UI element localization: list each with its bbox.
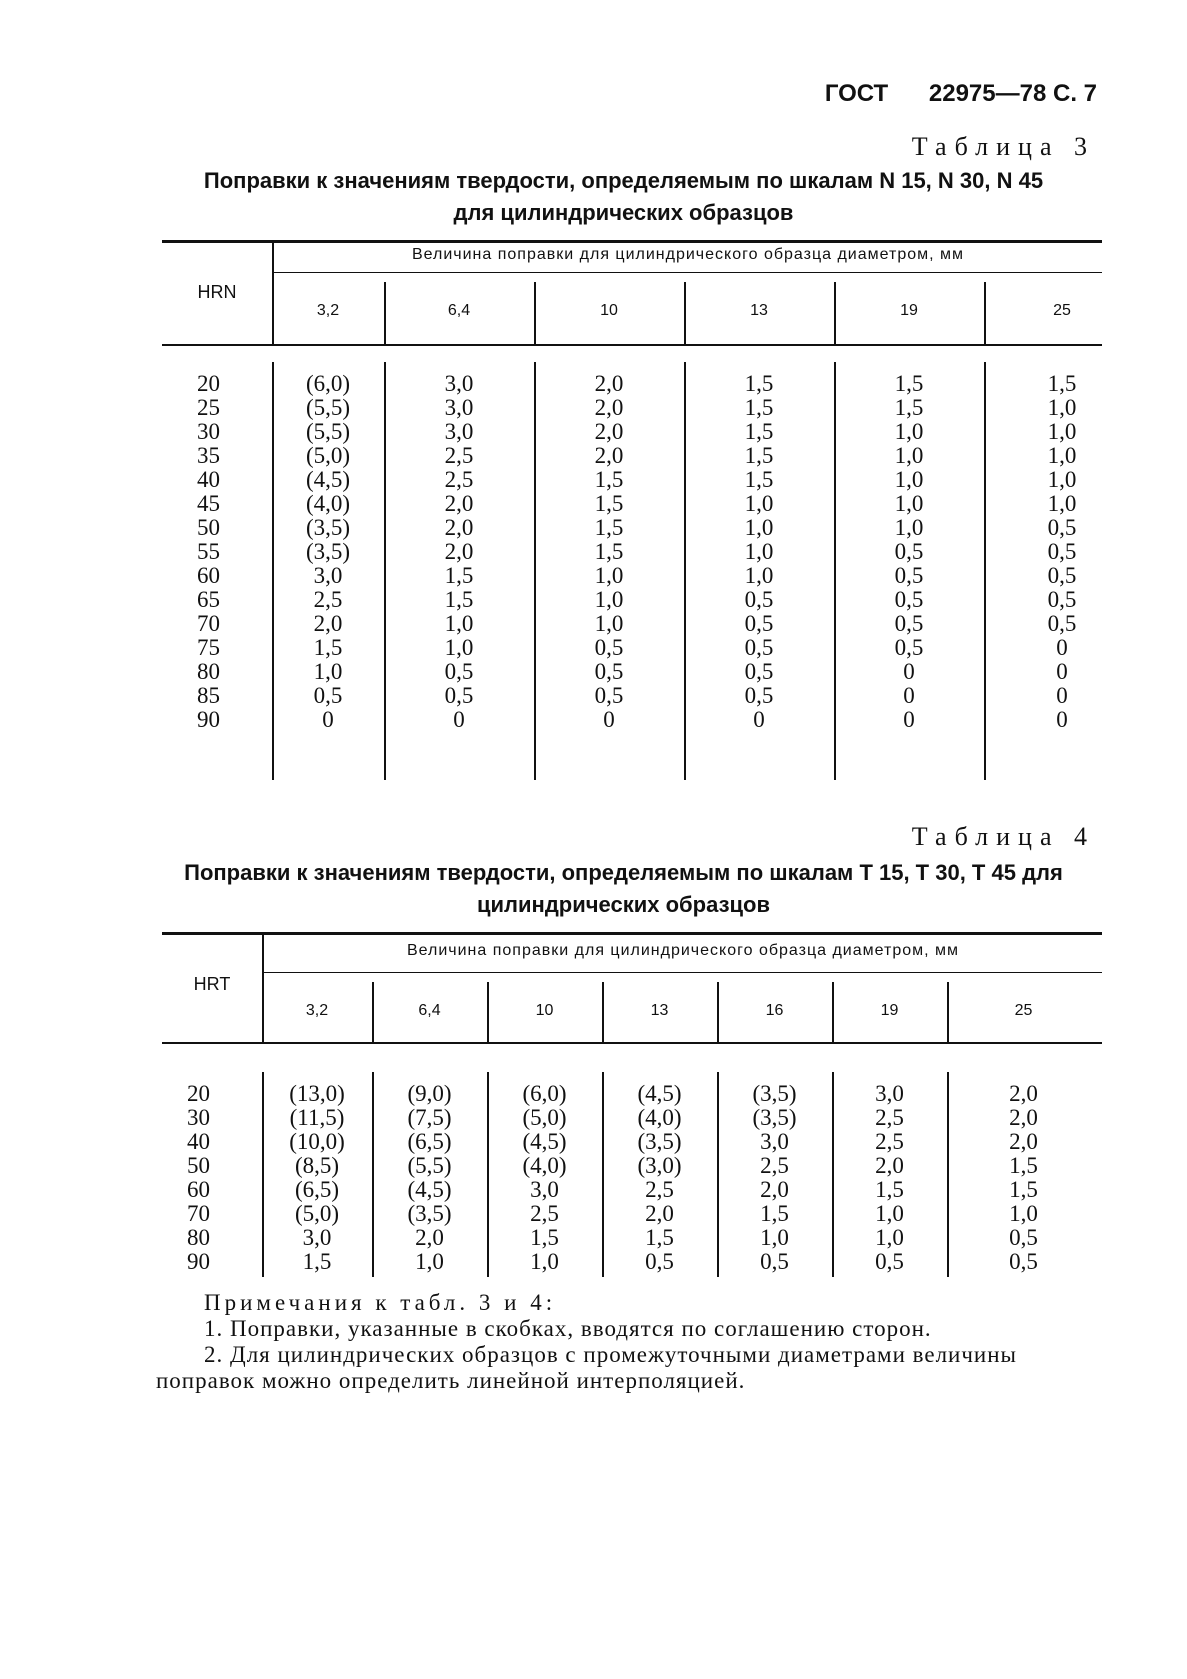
table3-cell: 1,0 xyxy=(744,515,774,540)
table3-col-divider xyxy=(984,282,986,344)
table3-col-header: 25 xyxy=(1053,302,1071,319)
table4-row-hardness: 20 xyxy=(187,1081,210,1106)
table3-title xyxy=(140,165,1107,229)
table3-cell: 0,5 xyxy=(594,683,624,708)
table4-cell: 1,5 xyxy=(1009,1153,1038,1178)
table3-cell: 0 xyxy=(1056,683,1068,708)
table3-cell: 3,0 xyxy=(444,419,474,444)
table-row xyxy=(162,372,1102,396)
table3-cell: 1,5 xyxy=(1047,371,1077,396)
table4-col-divider xyxy=(717,982,719,1042)
table4-cell: (4,5) xyxy=(522,1129,567,1154)
table3-cell: 1,5 xyxy=(744,443,774,468)
table4-cell: 3,0 xyxy=(760,1129,789,1154)
table-row xyxy=(162,636,1102,660)
table3-col-divider xyxy=(384,282,386,344)
table3-cell: 3,0 xyxy=(313,563,343,588)
table4-cell: 1,5 xyxy=(875,1177,904,1202)
table3-row-hardness: 35 xyxy=(197,443,220,468)
table4-row-hardness: 70 xyxy=(187,1201,210,1226)
page-header xyxy=(150,80,1097,110)
table3-col-header: 10 xyxy=(600,302,618,319)
table3-cell: (4,0) xyxy=(305,491,351,516)
table3-row-hardness: 20 xyxy=(197,371,220,396)
table4-cell: (4,0) xyxy=(637,1105,682,1130)
note-2-line1: 2. Для цилиндрических образцов с промежуточными диаметрами величины xyxy=(204,1342,1017,1367)
table4-cell: (5,0) xyxy=(522,1105,567,1130)
table4-cell: 1,0 xyxy=(760,1225,789,1250)
table4-cell: 2,0 xyxy=(760,1177,789,1202)
table4-body-divider xyxy=(487,1072,489,1277)
table4-col-divider xyxy=(487,982,489,1042)
table3-row-hardness: 40 xyxy=(197,467,220,492)
table-row xyxy=(162,660,1102,684)
table3-col-divider xyxy=(534,282,536,344)
table4-cell: (6,0) xyxy=(522,1081,567,1106)
table4-cell: (5,0) xyxy=(294,1201,340,1226)
table3-cell: 0,5 xyxy=(444,683,474,708)
table-row xyxy=(162,708,1102,732)
table3-cell: 0 xyxy=(1056,659,1068,684)
table4-cell: (3,5) xyxy=(752,1105,797,1130)
table4-col-header: 6,4 xyxy=(418,1002,441,1019)
table3-cell: 2,0 xyxy=(444,539,474,564)
table3-cell: 0,5 xyxy=(1047,539,1077,564)
table-row xyxy=(162,1178,1102,1202)
table4-cell: (3,5) xyxy=(407,1201,452,1226)
table4-cell: 2,0 xyxy=(415,1225,444,1250)
table3-cell: 1,0 xyxy=(1047,395,1077,420)
table4-cell: (9,0) xyxy=(407,1081,452,1106)
table4-cell: 2,5 xyxy=(645,1177,674,1202)
table4-col-header: 19 xyxy=(880,1002,899,1019)
table3-span-rule xyxy=(274,272,1102,273)
table3-cell: 0,5 xyxy=(894,587,924,612)
table3-cell: 0,5 xyxy=(744,683,774,708)
table4-cell: 0,5 xyxy=(1009,1225,1038,1250)
table3-cell: 1,0 xyxy=(894,515,924,540)
table3-row-hardness: 25 xyxy=(197,395,220,420)
table3-cell: 1,5 xyxy=(594,491,624,516)
table4-header-rule xyxy=(162,1042,1102,1044)
table3-col-divider xyxy=(684,282,686,344)
table4-cell: (4,5) xyxy=(407,1177,452,1202)
table4-cell: (6,5) xyxy=(294,1177,340,1202)
table4-col-divider xyxy=(832,982,834,1042)
table3-row-hardness: 90 xyxy=(197,707,220,732)
table3-cell: 1,0 xyxy=(894,419,924,444)
table-row xyxy=(162,588,1102,612)
table3-cell: 1,0 xyxy=(594,587,624,612)
table4-cell: 2,0 xyxy=(645,1201,674,1226)
table4-cell: (7,5) xyxy=(407,1105,452,1130)
table-row xyxy=(162,1226,1102,1250)
table-row xyxy=(162,468,1102,492)
table-row xyxy=(162,1202,1102,1226)
table4-row-hardness: 40 xyxy=(187,1129,210,1154)
table3-cell: 1,0 xyxy=(1047,419,1077,444)
table4-row-hardness: 90 xyxy=(187,1249,210,1274)
table4-cell: (4,5) xyxy=(637,1081,682,1106)
table4-col-header: 25 xyxy=(1014,1002,1033,1019)
table4-stub-body-divider xyxy=(262,1072,264,1277)
table3-cell: (5,5) xyxy=(305,395,351,420)
table3-title-line1: Поправки к значениям твердости, определяемым по шкалам N 15, N 30, N 45 xyxy=(203,168,1044,193)
table4-cell: 1,5 xyxy=(760,1201,789,1226)
table3-cell: 1,5 xyxy=(313,635,343,660)
table4-row-hardness: 60 xyxy=(187,1177,210,1202)
table3-row-hardness: 75 xyxy=(197,635,220,660)
table3-cell: (3,5) xyxy=(305,539,351,564)
table3-cell: 1,0 xyxy=(313,659,343,684)
table3-row-hardness: 85 xyxy=(197,683,220,708)
table3-cell: (6,0) xyxy=(305,371,351,396)
table3-cell: 0,5 xyxy=(894,611,924,636)
table3-top-rule xyxy=(162,240,1102,243)
table3-cell: 1,0 xyxy=(594,563,624,588)
table4-cell: 2,0 xyxy=(1009,1081,1038,1106)
table3-cell: 0,5 xyxy=(1047,611,1077,636)
table3-title-line2: для цилиндрических образцов xyxy=(453,200,794,225)
table3-cell: 0,5 xyxy=(1047,563,1077,588)
table3-row-hardness: 30 xyxy=(197,419,220,444)
table4-col-divider xyxy=(372,982,374,1042)
table3-cell: 1,0 xyxy=(744,539,774,564)
table4-cell: 3,0 xyxy=(530,1177,559,1202)
table3-cell: 1,5 xyxy=(744,371,774,396)
table4-cell: 2,5 xyxy=(530,1201,559,1226)
table3-cell: 1,0 xyxy=(744,491,774,516)
table3-cell: (4,5) xyxy=(305,467,351,492)
table3-cell: 2,5 xyxy=(444,467,474,492)
table3-cell: 2,0 xyxy=(594,443,624,468)
table-row xyxy=(162,396,1102,420)
table3-cell: 1,0 xyxy=(894,443,924,468)
table4-cell: 2,0 xyxy=(875,1153,904,1178)
table3-stub-body-divider xyxy=(272,362,274,780)
table3-cell: 0,5 xyxy=(594,659,624,684)
table4-cell: (4,0) xyxy=(522,1153,567,1178)
table3-body-divider xyxy=(684,362,686,780)
table3-cell: 1,0 xyxy=(444,635,474,660)
table3-body-divider xyxy=(834,362,836,780)
table3-body-divider xyxy=(384,362,386,780)
table4-cell: 1,0 xyxy=(1009,1201,1038,1226)
table4-cell: (5,5) xyxy=(407,1153,452,1178)
table4-col-divider xyxy=(947,982,949,1042)
table4-col-header: 3,2 xyxy=(305,1002,329,1019)
table4-cell: (11,5) xyxy=(289,1105,345,1130)
table3-cell: 1,0 xyxy=(894,467,924,492)
table3-cell: 0,5 xyxy=(1047,587,1077,612)
table3-cell: 3,0 xyxy=(444,395,474,420)
table-row xyxy=(162,420,1102,444)
table3-cell: (5,5) xyxy=(305,419,351,444)
table4-col-header: 10 xyxy=(535,1002,554,1019)
table3-label: Таблица 3 xyxy=(911,132,1095,161)
table4-col-header: 16 xyxy=(765,1002,784,1019)
table4-cell: 3,0 xyxy=(302,1225,332,1250)
table3-cell: 2,0 xyxy=(444,515,474,540)
table3-cell: 0,5 xyxy=(744,659,774,684)
table4-cell: (6,5) xyxy=(407,1129,452,1154)
table4-cell: 0,5 xyxy=(760,1249,789,1274)
table3-cell: 1,5 xyxy=(744,395,774,420)
table3-cell: 2,0 xyxy=(444,491,474,516)
table4-col-header: 13 xyxy=(650,1002,669,1019)
table4-cell: 2,0 xyxy=(1009,1129,1038,1154)
table-row xyxy=(162,564,1102,588)
table4-span-header: Величина поправки для цилиндрического образца диаметром, мм xyxy=(406,942,960,959)
table3-cell: 0 xyxy=(903,707,915,732)
table4-span-rule xyxy=(264,972,1102,973)
table3-cell: 1,5 xyxy=(444,587,474,612)
table3-cell: 2,0 xyxy=(313,611,343,636)
table3-cell: 0,5 xyxy=(744,611,774,636)
table4-body-divider xyxy=(372,1072,374,1277)
table4-title xyxy=(140,857,1107,921)
table4-cell: 0,5 xyxy=(1009,1249,1038,1274)
table4-row-hardness: 50 xyxy=(187,1153,210,1178)
table-row xyxy=(162,1082,1102,1106)
table3-cell: 2,0 xyxy=(594,395,624,420)
table3-cell: 1,5 xyxy=(894,371,924,396)
table3-cell: 1,5 xyxy=(444,563,474,588)
table4-stub-header: HRT xyxy=(193,974,231,994)
table-row xyxy=(162,516,1102,540)
table4-body xyxy=(162,1082,1102,1274)
table4-cell: 1,5 xyxy=(1009,1177,1038,1202)
table3-row-hardness: 45 xyxy=(197,491,220,516)
table3-col-header: 3,2 xyxy=(316,302,340,319)
table3-cell: 0,5 xyxy=(1047,515,1077,540)
table3-cell: 0 xyxy=(1056,707,1068,732)
table3-body-divider xyxy=(984,362,986,780)
table-row xyxy=(162,612,1102,636)
table3-cell: 1,0 xyxy=(1047,467,1077,492)
table4-body-divider xyxy=(717,1072,719,1277)
page-number: С. 7 xyxy=(1052,80,1097,107)
table4-cell: 1,0 xyxy=(875,1225,904,1250)
table4-cell: 1,0 xyxy=(875,1201,904,1226)
table4-cell: (3,0) xyxy=(637,1153,682,1178)
table4-cell: (3,5) xyxy=(637,1129,682,1154)
table4-cell: 0,5 xyxy=(645,1249,674,1274)
table3-cell: 2,0 xyxy=(594,419,624,444)
table3-cell: 0 xyxy=(603,707,615,732)
notes-heading: Примечания к табл. 3 и 4: xyxy=(204,1290,557,1315)
table3-cell: 1,0 xyxy=(744,563,774,588)
table4-cell: 3,0 xyxy=(875,1081,904,1106)
table3-cell: (5,0) xyxy=(305,443,351,468)
table3-cell: 0 xyxy=(322,707,334,732)
table4-cell: (13,0) xyxy=(289,1081,345,1106)
table3-cell: 0,5 xyxy=(894,635,924,660)
note-1: 1. Поправки, указанные в скобках, вводятся по соглашению сторон. xyxy=(204,1316,932,1341)
table3-cell: 0 xyxy=(903,683,915,708)
table3-cell: 0 xyxy=(903,659,915,684)
table-row xyxy=(162,684,1102,708)
table4-body-divider xyxy=(947,1072,949,1277)
table3-cell: 1,5 xyxy=(894,395,924,420)
table3-cell: 0 xyxy=(453,707,465,732)
table4-cell: 1,5 xyxy=(302,1249,332,1274)
table3-row-hardness: 55 xyxy=(197,539,220,564)
table4-cell: 1,5 xyxy=(645,1225,674,1250)
table-row xyxy=(162,540,1102,564)
table3-row-hardness: 60 xyxy=(197,563,220,588)
table4-body-divider xyxy=(602,1072,604,1277)
table4-cell: (3,5) xyxy=(752,1081,797,1106)
table3-cell: 3,0 xyxy=(444,371,474,396)
table-row xyxy=(162,1130,1102,1154)
table3-cell: 1,0 xyxy=(444,611,474,636)
table-row xyxy=(162,492,1102,516)
table3-cell: 2,5 xyxy=(313,587,343,612)
table3-cell: 1,5 xyxy=(594,467,624,492)
table3-col-header: 19 xyxy=(900,302,918,319)
table3-row-hardness: 50 xyxy=(197,515,220,540)
table4-body-divider xyxy=(832,1072,834,1277)
table3-body xyxy=(162,372,1102,732)
table3-stub-header: HRN xyxy=(197,282,237,302)
table-row xyxy=(162,1154,1102,1178)
standard-number: 22975—78 xyxy=(928,80,1047,107)
table4-top-rule xyxy=(162,932,1102,935)
table4-cell: 2,0 xyxy=(1009,1105,1038,1130)
table3-col-header: 6,4 xyxy=(447,302,471,319)
table3-cell: 1,0 xyxy=(1047,491,1077,516)
table3-cell: 0,5 xyxy=(744,635,774,660)
table4-cell: 2,5 xyxy=(760,1153,789,1178)
table4-cell: 2,5 xyxy=(875,1129,904,1154)
table3 xyxy=(162,240,1102,780)
notes xyxy=(156,1290,1107,1394)
table3-cell: 0,5 xyxy=(594,635,624,660)
table4-col-divider xyxy=(602,982,604,1042)
table4-cell: 1,0 xyxy=(415,1249,444,1274)
table4-row-hardness: 80 xyxy=(187,1225,210,1250)
table3-cell: 1,0 xyxy=(1047,443,1077,468)
standard-label: ГОСТ xyxy=(824,80,889,107)
table-row xyxy=(162,444,1102,468)
table3-col-header: 13 xyxy=(750,302,768,319)
table4-cell: (8,5) xyxy=(294,1153,340,1178)
table3-cell: 1,0 xyxy=(594,611,624,636)
table3-cell: 0 xyxy=(1056,635,1068,660)
table4-cell: (10,0) xyxy=(289,1129,345,1154)
table3-cell: 0,5 xyxy=(894,539,924,564)
table4-title-line2: цилиндрических образцов xyxy=(477,892,770,917)
table4-title-line1: Поправки к значениям твердости, определяемым по шкалам Т 15, Т 30, Т 45 для xyxy=(184,860,1063,885)
table3-cell: 0,5 xyxy=(744,587,774,612)
table4-cell: 0,5 xyxy=(875,1249,904,1274)
table3-cell: 0,5 xyxy=(313,683,343,708)
note-2-line2: поправок можно определить линейной интерполяцией. xyxy=(156,1368,746,1393)
table3-cell: 1,5 xyxy=(594,539,624,564)
table3-row-hardness: 80 xyxy=(197,659,220,684)
table4-row-hardness: 30 xyxy=(187,1105,210,1130)
table3-cell: 2,0 xyxy=(594,371,624,396)
table3-row-hardness: 65 xyxy=(197,587,220,612)
table3-body-divider xyxy=(534,362,536,780)
table3-cell: 1,5 xyxy=(594,515,624,540)
table-row xyxy=(162,1250,1102,1274)
table3-cell: 0,5 xyxy=(444,659,474,684)
table3-cell: 0,5 xyxy=(894,563,924,588)
table4-cell: 2,5 xyxy=(875,1105,904,1130)
table3-cell: (3,5) xyxy=(305,515,351,540)
table3-row-hardness: 70 xyxy=(197,611,220,636)
table3-span-header: Величина поправки для цилиндрического образца диаметром, мм xyxy=(411,246,965,263)
table4-label: Таблица 4 xyxy=(911,822,1095,851)
table4-cell: 1,5 xyxy=(530,1225,559,1250)
table3-cell: 2,5 xyxy=(444,443,474,468)
table-row xyxy=(162,1106,1102,1130)
table3-col-divider xyxy=(834,282,836,344)
table3-header-rule xyxy=(162,344,1102,346)
table4 xyxy=(162,932,1102,1277)
table3-cell: 1,5 xyxy=(744,467,774,492)
table3-cell: 0 xyxy=(753,707,765,732)
table3-cell: 1,5 xyxy=(744,419,774,444)
table3-cell: 1,0 xyxy=(894,491,924,516)
table4-cell: 1,0 xyxy=(530,1249,559,1274)
